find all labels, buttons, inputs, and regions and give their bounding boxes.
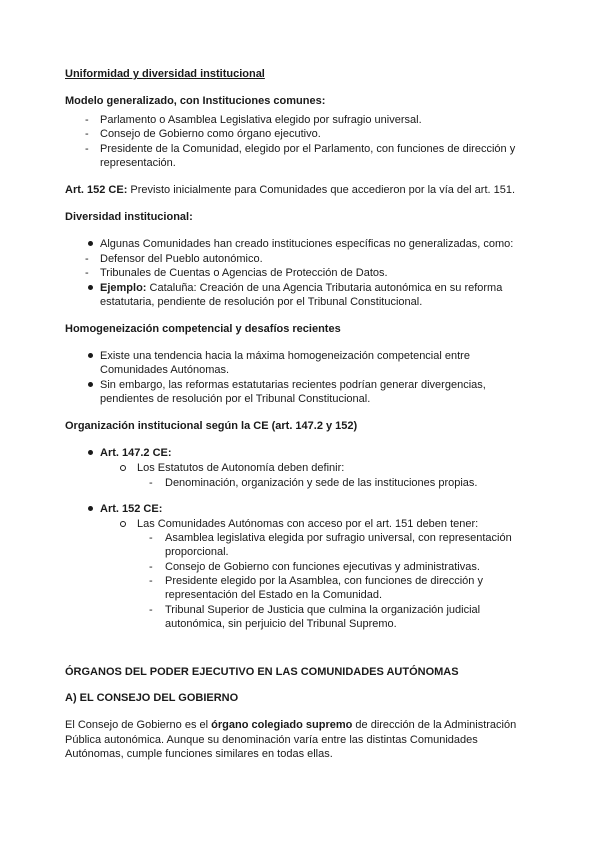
bullet-dot (88, 353, 93, 358)
list-item-continuation: representación del Estado en la Comunidad. (165, 589, 383, 601)
list-item: Asamblea legislativa elegida por sufragio universal, con representación (165, 532, 512, 544)
list-item-continuation: autonómica, sin perjuicio del Tribunal Supremo. (165, 618, 397, 630)
list-item: Tribunales de Cuentas o Agencias de Protección de Datos. (100, 267, 388, 279)
section-title-uniformidad: Uniformidad y diversidad institucional (65, 68, 265, 80)
list-item: Denominación, organización y sede de las instituciones propias. (165, 477, 478, 489)
consejo-emphasis: órgano colegiado supremo (211, 719, 353, 731)
ejemplo-label: Ejemplo: (100, 282, 147, 294)
art152-org-label: Art. 152 CE: (100, 503, 163, 515)
list-item-continuation: estatutaria, pendiente de resolución por el Tribunal Constitucional. (100, 296, 423, 308)
heading-organizacion: Organización institucional según la CE (art. 147.2 y 152) (65, 420, 358, 432)
list-item: Presidente elegido por la Asamblea, con funciones de dirección y (165, 575, 483, 587)
dash-marker: - (85, 128, 89, 140)
consejo-text: de dirección de la Administración (355, 719, 517, 731)
list-item: Tribunal Superior de Justicia que culmina la organización judicial (165, 604, 481, 616)
list-item: Las Comunidades Autónomas con acceso por el art. 151 deben tener: (137, 518, 479, 530)
ejemplo-text: Cataluña: Creación de una Agencia Tributaria autonómica en su reforma (149, 282, 503, 294)
list-item: Existe una tendencia hacia la máxima homogeneización competencial entre (100, 350, 470, 362)
list-item: Consejo de Gobierno con funciones ejecutivas y administrativas. (165, 561, 480, 573)
consejo-text: El Consejo de Gobierno es el (65, 719, 209, 731)
paragraph-consejo-line2: Pública autonómica. Aunque su denominación varía entre las distintas Comunidades (65, 734, 478, 746)
bullet-dot (88, 382, 93, 387)
dash-marker: - (85, 253, 89, 265)
circle-bullet (120, 465, 126, 471)
paragraph-art152 (65, 183, 515, 197)
list-item: Sin embargo, las reformas estatutarias recientes podrían generar divergencias, (100, 379, 486, 391)
heading-modelo: Modelo generalizado, con Instituciones comunes: (65, 95, 326, 107)
dash-marker: - (149, 575, 153, 587)
bullet-dot (88, 241, 93, 246)
bullet-dot (88, 506, 93, 511)
dash-marker: - (149, 561, 153, 573)
list-item: Algunas Comunidades han creado instituciones específicas no generalizadas, como: (100, 238, 514, 250)
paragraph-consejo-line1 (65, 718, 516, 732)
list-item: Presidente de la Comunidad, elegido por el Parlamento, con funciones de dirección y (100, 143, 516, 155)
list-item-continuation: representación. (100, 157, 176, 169)
bullet-dot (88, 285, 93, 290)
list-item-continuation: pendientes de resolución por el Tribunal Constitucional. (100, 393, 371, 405)
dash-marker: - (149, 477, 153, 489)
dash-marker: - (85, 114, 89, 126)
list-item: Parlamento o Asamblea Legislativa elegido por sufragio universal. (100, 114, 422, 126)
list-item-ejemplo (100, 281, 502, 295)
art152-label: Art. 152 CE: (65, 184, 128, 196)
bullet-dot (88, 450, 93, 455)
list-item-continuation: proporcional. (165, 546, 229, 558)
list-item: Consejo de Gobierno como órgano ejecutivo. (100, 128, 321, 140)
dash-marker: - (149, 532, 153, 544)
heading-consejo: A) EL CONSEJO DEL GOBIERNO (65, 692, 239, 704)
art1472-label: Art. 147.2 CE: (100, 447, 172, 459)
dash-marker: - (85, 143, 89, 155)
circle-bullet (120, 521, 126, 527)
list-item: Defensor del Pueblo autonómico. (100, 253, 263, 265)
heading-diversidad: Diversidad institucional: (65, 211, 193, 223)
art152-text: Previsto inicialmente para Comunidades que accedieron por la vía del art. 151. (130, 184, 516, 196)
dash-marker: - (149, 604, 153, 616)
list-item: Los Estatutos de Autonomía deben definir: (137, 462, 345, 474)
paragraph-consejo-line3: Autónomas, cumple funciones similares en todas ellas. (65, 748, 333, 760)
heading-homogeneizacion: Homogeneización competencial y desafíos recientes (65, 323, 341, 335)
dash-marker: - (85, 267, 89, 279)
list-item-continuation: Comunidades Autónomas. (100, 364, 230, 376)
heading-organos: ÓRGANOS DEL PODER EJECUTIVO EN LAS COMUNIDADES AUTÓNOMAS (65, 666, 459, 678)
